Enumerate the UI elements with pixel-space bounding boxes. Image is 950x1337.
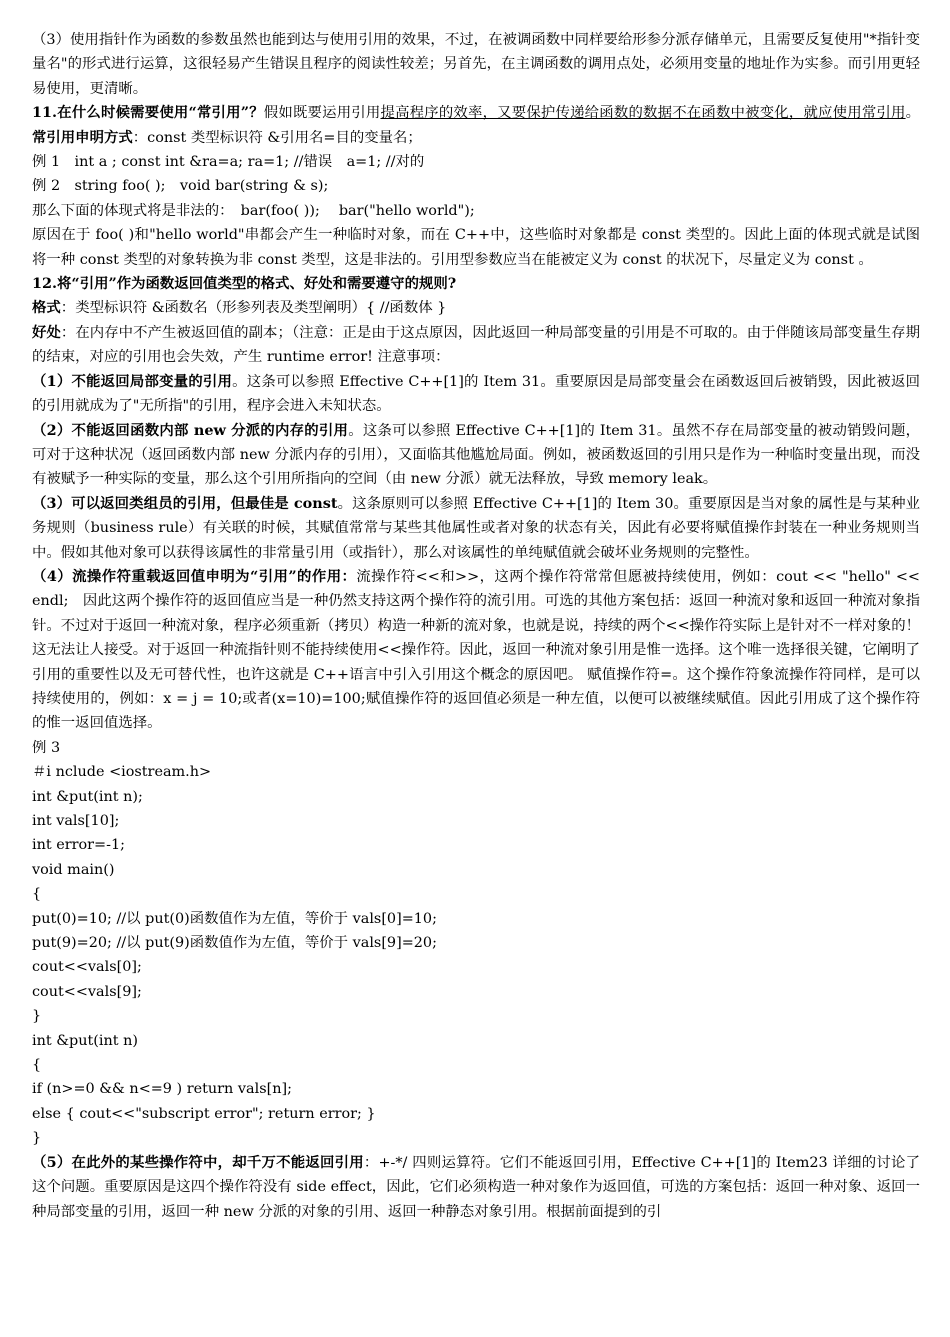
rule-2-heading: （2）不能返回函数内部 new 分派的内存的引用 (32, 421, 349, 439)
rule-5 (32, 1151, 920, 1224)
rule-3 (32, 492, 920, 565)
example-2-reason: 原因在于 foo( )和"hello world"串都会产生一种临时对象，而在 C++中，这些临时对象都是 const 类型的。因此上面的体现式就是试图将一种 const 类型的对象转换为非 const 类型，这是非法的。引用型参数应当在能被定义为 const 的状况下，尽量定义为 const 。 (32, 227, 920, 268)
question-11-heading: 11.在什么时候需要使用“常引用”？ (32, 104, 264, 122)
code-line: put(9)=20; //以 put(9)函数值作为左值，等价于 vals[9]=20; (32, 935, 437, 952)
benefit-label: 好处 (32, 323, 61, 341)
rule-2-text: 。这条可以参照 Effective C++[1]的 Item 31。虽然不存在局部变量的被动销毁问题，可对于这种状况（返回函数内部 new 分派内存的引用），又面临其他尴尬局面。例如，被函数返回的引用只是作为一种临时变量出现，而没有被赋予一种实际的变量，那么这个引用所指向的空间（由 new 分派）就无法释放，导致 memory leak。 (32, 422, 921, 488)
format-text: ：类型标识符 &函数名（形参列表及类型阐明）{ //函数体 } (60, 300, 447, 317)
rule-5-text: ：+-*/ 四则运算符。它们不能返回引用，Effective C++[1]的 Item23 详细的讨论了这个问题。重要原因是这四个操作符没有 side effect，因此，它们必须构造一种对象作为返回值，可选的方案包括：返回一种对象、返回一种局部变量的引用，返回一种 new 分派的对象的引用、返回一种静态对象引用。根据前面提到的引 (32, 1154, 920, 1220)
rule-5-heading: （5）在此外的某些操作符中，却千万不能返回引用 (32, 1153, 364, 1171)
code-line: cout<<vals[0]; (32, 959, 142, 976)
code-line: else { cout<<"subscript error"; return error; } (32, 1105, 376, 1122)
code-line: int &put(int n) (32, 1032, 139, 1049)
benefit-text: ：在内存中不产生被返回值的副本；（注意：正是由于这点原因，因此返回一种局部变量的引用是不可取的。由于伴随该局部变量生存期的结束，对应的引用也会失效，产生 runtime error! 注意事项： (32, 324, 920, 366)
rule-4 (32, 565, 920, 736)
question-11-period: 。 (905, 105, 920, 122)
paragraph-pointer-vs-reference: （3）使用指针作为函数的参数虽然也能到达与使用引用的效果，不过，在被调函数中同样要给形参分派存储单元，且需要反复使用"*指针变量名"的形式进行运算，这很轻易产生错误且程序的阅读性较差；另首先，在主调函数的调用点处，必须用变量的地址作为实参。而引用更轻易使用，更清晰。 (32, 32, 920, 97)
example-3-label: 例 3 (32, 739, 61, 756)
question-11-underlined-text: 提高程序的效率，又要保护传递给函数的数据不在函数中被变化，就应使用常引用 (380, 105, 906, 122)
code-line: cout<<vals[9]; (32, 983, 142, 1000)
code-line: if (n>=0 && n<=9 ) return vals[n]; (32, 1081, 292, 1098)
benefit-paragraph (32, 321, 920, 370)
rule-3-text: 。这条原则可以参照 Effective C++[1]的 Item 30。重要原因是当对象的属性是与某种业务规则（business rule）有关联的时候，其赋值常常与某些其他属性或者对象的状态有关，因此有必要将赋值操作封装在一种业务规则当中。假如其他对象可以获得该属性的非常量引用（或指针），那么对该属性的单纯赋值就会破坏业务规则的完整性。 (32, 495, 920, 561)
code-line: int vals[10]; (32, 813, 120, 829)
code-line: put(0)=10; //以 put(0)函数值作为左值，等价于 vals[0]=10; (32, 910, 437, 927)
rule-1-heading: （1）不能返回局部变量的引用 (32, 372, 233, 390)
code-block (32, 760, 920, 1151)
code-line: ＃i nclude <iostream.h> (32, 764, 212, 781)
rule-3-heading: （3）可以返回类组员的引用，但最佳是 const (32, 494, 338, 512)
format-line (32, 296, 920, 320)
code-line: void main() (32, 861, 115, 878)
question-11 (32, 101, 920, 150)
code-line: } (32, 1130, 42, 1147)
example-2-note: 那么下面的体现式将是非法的： bar(foo( )); bar("hello world"); (32, 202, 475, 219)
rule-4-heading: （4）流操作符重载返回值申明为“引用”的作用： (32, 567, 357, 585)
const-ref-declaration-text: ：const 类型标识符 &引用名=目的变量名； (132, 129, 422, 146)
example-1: 例 1 int a ; const int &ra=a; ra=1; //错误 a=1; //对的 (32, 154, 425, 171)
example-2: 例 2 string foo( ); void bar(string & s); (32, 178, 329, 195)
rule-1-text: 。这条可以参照 Effective C++[1]的 Item 31。重要原因是局部变量会在函数返回后被销毁，因此被返回的引用就成为了"无所指"的引用，程序会进入未知状态。 (32, 373, 920, 415)
rule-2 (32, 419, 920, 492)
code-line: { (32, 1057, 42, 1074)
const-ref-declaration-label: 常引用申明方式 (32, 128, 133, 146)
code-line: int &put(int n); (32, 788, 143, 805)
code-line: { (32, 886, 42, 903)
question-12-heading: 12.将“引用”作为函数返回值类型的格式、好处和需要遵守的规则? (32, 275, 457, 293)
question-11-intro: 假如既要运用引用 (263, 105, 381, 122)
code-line: } (32, 1008, 42, 1025)
format-label: 格式 (32, 299, 61, 317)
code-line: int error=-1; (32, 837, 125, 854)
rule-1 (32, 370, 920, 419)
rule-4-text: 流操作符<<和>>，这两个操作符常常但愿被持续使用，例如：cout << "hello" << endl; 因此这两个操作符的返回值应当是一种仍然支持这两个操作符的流引用。可选的其他方案包括：返回一种流对象和返回一种流对象指针。不过对于返回一种流对象，程序必须重新（拷贝）构造一种新的流对象，也就是说，持续的两个<<操作符实际上是针对不一样对象的！这无法让人接受。对于返回一种流指针则不能持续使用<<操作符。因此，返回一种流对象引用是惟一选择。这个唯一选择很关键，它阐明了引用的重要性以及无可替代性，也许这就是 C++语言中引入引用这个概念的原因吧。 赋值操作符=。这个操作符象流操作符同样，是可以持续使用的，例如：x = j = 10;或者(x=10)=100;赋值操作符的返回值必须是一种左值，以便可以被继续赋值。因此引用成了这个操作符的惟一返回值选择。 (32, 568, 920, 732)
